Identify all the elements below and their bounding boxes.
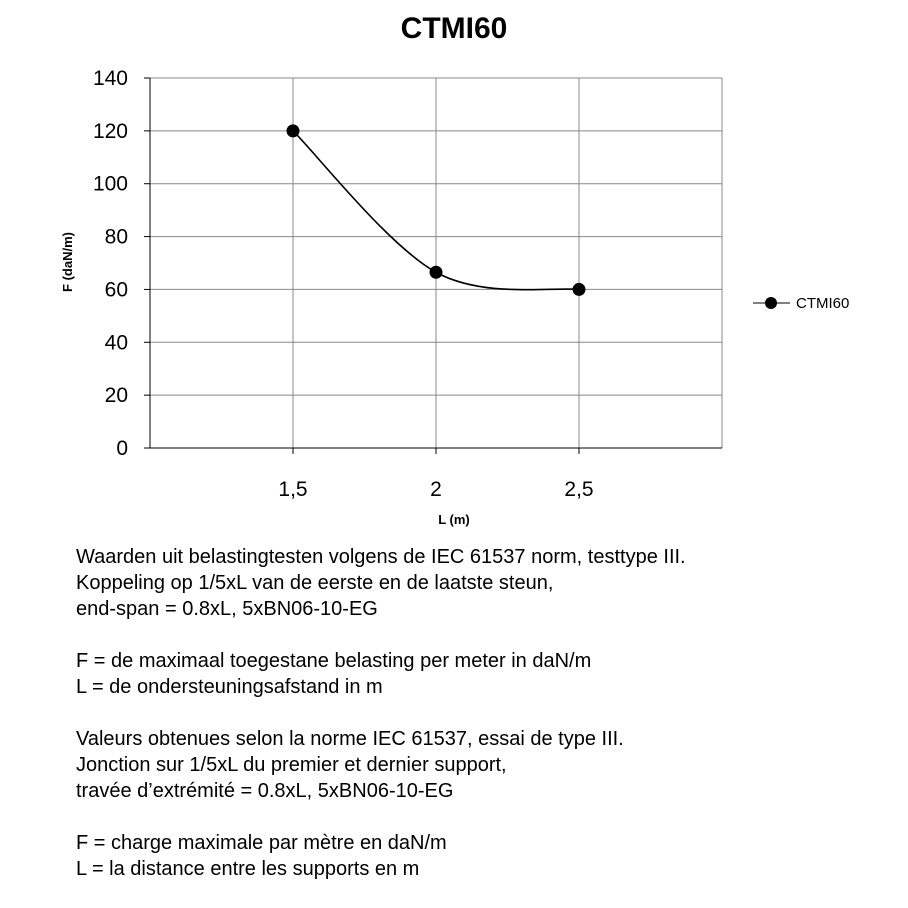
y-tick-label: 120 xyxy=(92,119,128,143)
definition-line: F = de maximaal toegestane belasting per meter in daN/m xyxy=(76,650,592,672)
legend xyxy=(753,295,849,312)
axes xyxy=(144,78,722,454)
data-point xyxy=(573,283,586,296)
legend-marker-icon xyxy=(765,297,777,309)
y-tick-label: 100 xyxy=(92,172,128,196)
y-tick-label: 20 xyxy=(104,384,128,408)
y-axis-label: F (daN/m) xyxy=(60,232,75,292)
grid xyxy=(150,78,722,448)
y-tick-label: 40 xyxy=(104,331,128,355)
note-line: Jonction sur 1/5xL du premier et dernier support, xyxy=(76,754,507,776)
notes xyxy=(76,544,896,908)
legend-label: CTMI60 xyxy=(796,295,850,312)
y-tick-labels xyxy=(93,67,128,460)
x-axis-label: L (m) xyxy=(438,512,470,527)
notes-nl xyxy=(76,544,896,622)
note-line: Koppeling op 1/5xL van de eerste en de laatste steun, xyxy=(76,572,554,594)
definition-line: L = de ondersteuningsafstand in m xyxy=(76,676,383,698)
data-point xyxy=(430,266,443,279)
note-line: end-span = 0.8xL, 5xBN06-10-EG xyxy=(76,598,378,620)
x-tick-labels xyxy=(278,478,593,501)
note-line: travée d’extrémité = 0.8xL, 5xBN06-10-EG xyxy=(76,780,454,802)
y-tick-label: 80 xyxy=(104,225,128,249)
note-line: Valeurs obtenues selon la norme IEC 61537, essai de type III. xyxy=(76,728,624,750)
definitions-nl xyxy=(76,648,896,700)
y-tick-label: 140 xyxy=(92,67,128,90)
definition-line: F = charge maximale par mètre en daN/m xyxy=(76,832,447,854)
x-tick-label: 1,5 xyxy=(278,478,308,501)
definitions-fr xyxy=(76,830,896,882)
notes-fr xyxy=(76,726,896,804)
y-tick-label: 0 xyxy=(116,437,128,460)
x-tick-label: 2,5 xyxy=(564,478,594,501)
definition-line: L = la distance entre les supports en m xyxy=(76,858,420,880)
x-tick-label: 2 xyxy=(430,478,442,501)
y-tick-label: 60 xyxy=(104,278,128,302)
data-point xyxy=(287,124,300,137)
note-line: Waarden uit belastingtesten volgens de IEC 61537 norm, testtype III. xyxy=(76,546,686,568)
chart-title: CTMI60 xyxy=(400,12,508,45)
